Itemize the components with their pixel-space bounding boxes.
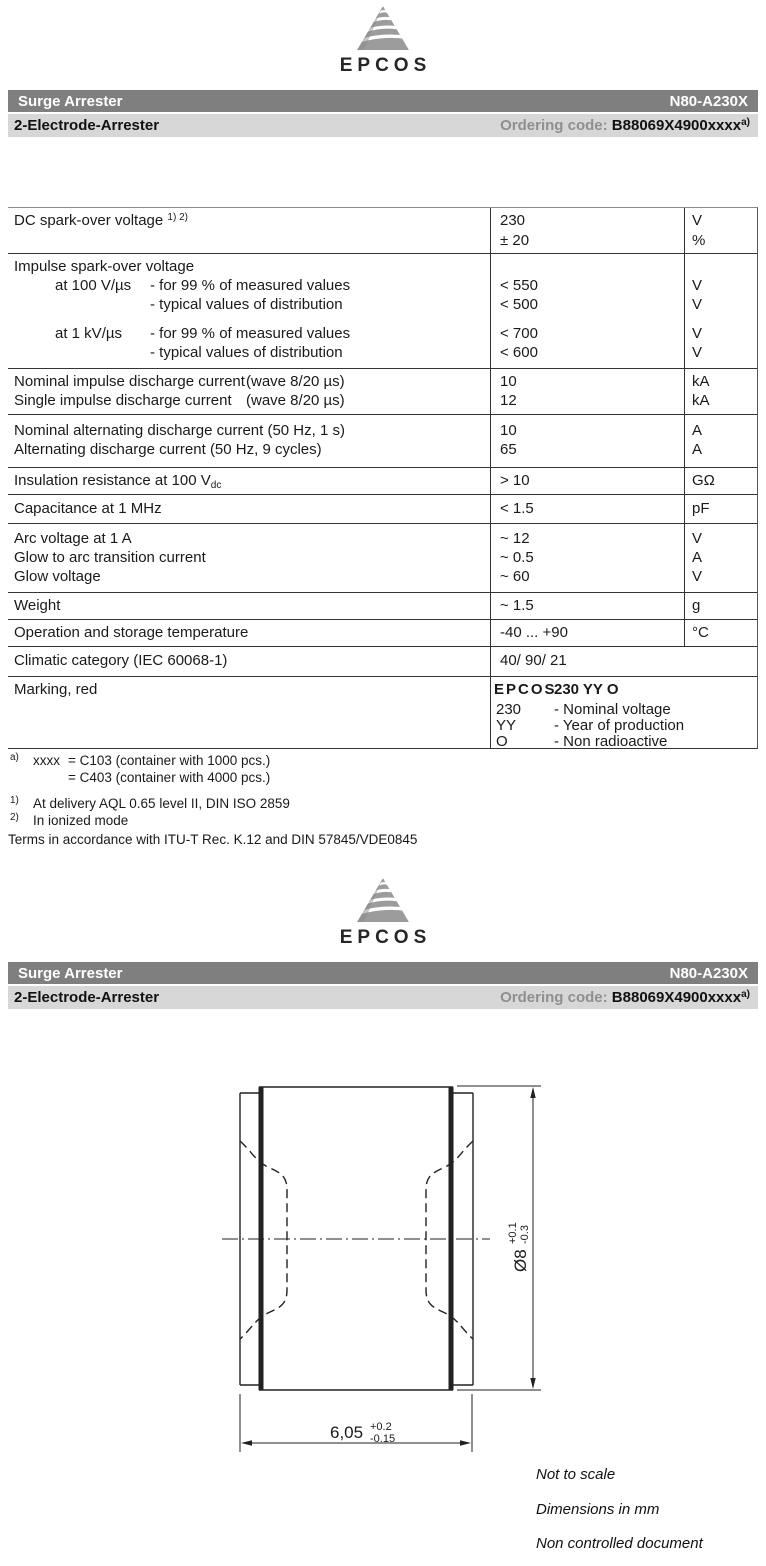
epcos-wordmark: EPCOS bbox=[339, 55, 432, 76]
text-segment: - typical values of distribution bbox=[150, 344, 343, 361]
param-cell bbox=[8, 231, 490, 250]
text-segment: O bbox=[496, 733, 508, 750]
table-row bbox=[8, 529, 757, 548]
param-cell bbox=[8, 623, 490, 642]
table-row bbox=[8, 324, 757, 343]
text-segment: Marking, red bbox=[14, 681, 98, 698]
param-cell bbox=[8, 421, 490, 440]
text-segment: Single impulse discharge current bbox=[14, 392, 232, 409]
text-segment: Alternating discharge current (50 Hz, 9 cycles) bbox=[14, 441, 322, 458]
footnote-1 bbox=[8, 796, 628, 813]
param-cell bbox=[8, 716, 490, 732]
footnote-a-line2 bbox=[8, 770, 628, 787]
unit-cell bbox=[684, 716, 757, 732]
note-not-to-scale: Not to scale bbox=[536, 1466, 616, 1483]
unit-cell: V bbox=[692, 296, 703, 313]
value-cell: ~ 60 bbox=[500, 568, 530, 585]
unit-cell: V bbox=[692, 344, 703, 361]
unit-cell: kA bbox=[692, 373, 710, 390]
footnote-marker: 1) bbox=[10, 795, 19, 806]
title-bar bbox=[8, 90, 758, 112]
epcos-wordmark: EPCOS bbox=[339, 927, 432, 948]
value-cell bbox=[490, 680, 684, 700]
table-row bbox=[8, 548, 757, 567]
value-cell: < 550 bbox=[500, 277, 538, 294]
footnote-marker: 2) bbox=[10, 812, 19, 823]
table-row bbox=[8, 732, 757, 748]
text-segment: 230 bbox=[496, 701, 522, 718]
table-group bbox=[8, 468, 757, 495]
value-cell: 230 bbox=[500, 212, 526, 229]
text-segment: Arc voltage at 1 A bbox=[14, 530, 132, 547]
width-tol-plus: +0.2 bbox=[370, 1421, 392, 1433]
param-cell bbox=[8, 680, 490, 700]
note-dimensions-mm: Dimensions in mm bbox=[536, 1501, 660, 1518]
text-segment: 230 YY O bbox=[554, 681, 619, 698]
value-cell: ~ 1.5 bbox=[500, 597, 534, 614]
unit-cell: % bbox=[692, 232, 706, 249]
param-cell bbox=[8, 211, 490, 232]
table-group bbox=[8, 647, 757, 677]
param-cell bbox=[8, 548, 490, 567]
text-segment: Insulation resistance at 100 V bbox=[14, 472, 211, 489]
param-cell bbox=[8, 295, 490, 314]
param-cell bbox=[8, 732, 490, 748]
value-cell: ~ 12 bbox=[500, 530, 530, 547]
table-group bbox=[8, 677, 757, 748]
unit-cell: V bbox=[692, 568, 703, 585]
table-group bbox=[8, 415, 757, 468]
note-non-controlled: Non controlled document bbox=[536, 1535, 703, 1552]
epcos-logo bbox=[0, 6, 766, 77]
param-cell bbox=[8, 567, 490, 586]
table-row bbox=[8, 700, 757, 716]
width-value: 6,05 bbox=[330, 1423, 364, 1442]
part-number: N80-A230X bbox=[669, 92, 748, 110]
footnote-label: xxxx bbox=[33, 753, 60, 768]
diameter-value: Ø8 bbox=[511, 1249, 530, 1272]
text-segment: - Non radioactive bbox=[554, 733, 668, 750]
value-cell bbox=[490, 257, 684, 276]
param-cell bbox=[8, 276, 490, 295]
ordering-code-label: Ordering code: bbox=[500, 989, 612, 1006]
param-cell bbox=[8, 529, 490, 548]
table-row bbox=[8, 295, 757, 314]
text-segment: - Nominal voltage bbox=[554, 701, 671, 718]
table-row bbox=[8, 276, 757, 295]
epcos-logo-icon bbox=[354, 878, 412, 924]
value-cell: ~ 0.5 bbox=[500, 549, 534, 566]
ordering-code-line bbox=[500, 989, 750, 1006]
text-segment: at 1 kV/µs bbox=[55, 325, 123, 342]
table-group bbox=[8, 495, 757, 524]
footnote-text: = C403 (container with 4000 pcs.) bbox=[68, 770, 271, 785]
value-cell bbox=[490, 732, 684, 748]
spec-table bbox=[8, 207, 758, 749]
param-cell bbox=[8, 343, 490, 362]
param-cell bbox=[8, 651, 490, 670]
unit-cell bbox=[684, 680, 757, 700]
dimension-arrows bbox=[241, 1087, 536, 1446]
product-type: 2-Electrode-Arrester bbox=[14, 117, 160, 134]
param-cell bbox=[8, 700, 490, 716]
unit-cell: g bbox=[692, 597, 701, 614]
epcos-logo-icon bbox=[354, 6, 412, 52]
param-cell bbox=[8, 257, 490, 276]
value-cell: 12 bbox=[500, 392, 517, 409]
text-segment: Capacitance at 1 MHz bbox=[14, 500, 162, 517]
unit-cell bbox=[684, 651, 757, 670]
unit-cell: A bbox=[692, 422, 703, 439]
text-segment: Climatic category (IEC 60068-1) bbox=[14, 652, 228, 669]
footnote-2 bbox=[8, 813, 628, 830]
param-cell bbox=[8, 499, 490, 519]
unit-cell: V bbox=[692, 325, 703, 342]
table-group bbox=[8, 254, 757, 369]
footnote-text: In ionized mode bbox=[33, 813, 129, 828]
param-cell bbox=[8, 471, 490, 492]
text-segment: DC spark-over voltage bbox=[14, 212, 168, 229]
diameter-tol-plus: +0.1 bbox=[507, 1222, 519, 1244]
value-cell: ± 20 bbox=[500, 232, 530, 249]
unit-cell: A bbox=[692, 441, 703, 458]
footnote-text: = C103 (container with 1000 pcs.) bbox=[68, 753, 271, 768]
param-cell bbox=[8, 372, 490, 391]
value-cell bbox=[490, 700, 684, 716]
param-cell bbox=[8, 324, 490, 343]
footnote-a-line1 bbox=[8, 753, 628, 770]
value-cell: > 10 bbox=[500, 472, 530, 489]
param-cell bbox=[8, 596, 490, 615]
table-row bbox=[8, 314, 757, 324]
text-segment: YY bbox=[496, 717, 517, 734]
unit-cell: V bbox=[692, 277, 703, 294]
param-cell bbox=[8, 440, 490, 459]
footnote-text: At delivery AQL 0.65 level II, DIN ISO 2859 bbox=[33, 796, 290, 811]
ordering-code-footnote-marker: a) bbox=[741, 117, 750, 128]
ordering-code-label: Ordering code: bbox=[500, 117, 612, 134]
table-group bbox=[8, 524, 757, 593]
text-segment: Glow to arc transition current bbox=[14, 549, 206, 566]
diameter-label bbox=[507, 1222, 531, 1272]
table-row bbox=[8, 680, 757, 700]
unit-cell bbox=[684, 700, 757, 716]
footnote-marker: a) bbox=[10, 752, 19, 763]
value-cell: < 1.5 bbox=[500, 500, 534, 517]
ordering-code-value: B88069X4900xxxx bbox=[611, 117, 742, 134]
terms-line: Terms in accordance with ITU-T Rec. K.12 and DIN 57845/VDE0845 bbox=[8, 832, 418, 847]
text-segment: Nominal alternating discharge current (50 Hz, 1 s) bbox=[14, 422, 345, 439]
table-row bbox=[8, 211, 757, 231]
ordering-code-footnote-marker: a) bbox=[741, 989, 750, 1000]
width-label bbox=[330, 1421, 395, 1445]
table-row bbox=[8, 623, 757, 642]
text-segment: - for 99 % of measured values bbox=[150, 325, 351, 342]
param-cell bbox=[8, 314, 490, 324]
unit-cell: A bbox=[692, 549, 703, 566]
unit-cell: V bbox=[692, 530, 703, 547]
unit-cell: GΩ bbox=[692, 472, 715, 489]
ordering-code-value: B88069X4900xxxx bbox=[611, 989, 742, 1006]
value-cell: < 500 bbox=[500, 296, 538, 313]
table-group bbox=[8, 369, 757, 415]
unit-cell bbox=[684, 257, 757, 276]
value-cell: < 700 bbox=[500, 325, 538, 342]
unit-cell bbox=[684, 314, 757, 324]
table-group bbox=[8, 620, 757, 647]
value-cell: 65 bbox=[500, 441, 517, 458]
value-cell: -40 ... +90 bbox=[500, 624, 568, 641]
title-bar bbox=[8, 962, 758, 984]
text-segment: (wave 8/20 µs) bbox=[246, 373, 345, 390]
text-segment: Impulse spark-over voltage bbox=[14, 258, 195, 275]
diameter-tol-minus: -0.3 bbox=[519, 1225, 531, 1244]
table-row bbox=[8, 499, 757, 519]
text-segment: 1) 2) bbox=[167, 212, 188, 223]
text-segment: Nominal impulse discharge current bbox=[14, 373, 245, 390]
text-segment: (wave 8/20 µs) bbox=[246, 392, 345, 409]
text-segment: at 100 V/µs bbox=[55, 277, 132, 294]
value-cell bbox=[490, 716, 684, 732]
table-row bbox=[8, 257, 757, 276]
unit-cell: pF bbox=[692, 500, 710, 517]
epcos-logo bbox=[0, 878, 766, 949]
table-row bbox=[8, 372, 757, 391]
text-segment: - Year of production bbox=[554, 717, 685, 734]
value-cell: 10 bbox=[500, 373, 517, 390]
table-group bbox=[8, 208, 757, 254]
table-group bbox=[8, 593, 757, 620]
text-segment: Operation and storage temperature bbox=[14, 624, 249, 641]
table-row bbox=[8, 596, 757, 615]
doc-category: Surge Arrester bbox=[18, 92, 123, 110]
table-row bbox=[8, 567, 757, 586]
unit-cell: V bbox=[692, 212, 703, 229]
subtitle-bar bbox=[8, 114, 758, 137]
doc-category: Surge Arrester bbox=[18, 964, 123, 982]
unit-cell: kA bbox=[692, 392, 710, 409]
value-cell: 10 bbox=[500, 422, 517, 439]
table-row bbox=[8, 651, 757, 670]
dimension-drawing bbox=[180, 1060, 600, 1470]
subtitle-bar bbox=[8, 986, 758, 1009]
text-segment: Weight bbox=[14, 597, 61, 614]
value-cell bbox=[490, 314, 684, 324]
text-segment: - typical values of distribution bbox=[150, 296, 343, 313]
part-number: N80-A230X bbox=[669, 964, 748, 982]
text-segment: dc bbox=[210, 480, 222, 491]
table-row bbox=[8, 231, 757, 250]
product-type: 2-Electrode-Arrester bbox=[14, 989, 160, 1006]
width-tol-minus: -0.15 bbox=[370, 1433, 396, 1445]
table-row bbox=[8, 716, 757, 732]
text-segment: EPCOS bbox=[494, 681, 557, 698]
text-segment: - for 99 % of measured values bbox=[150, 277, 351, 294]
ordering-code-line bbox=[500, 117, 750, 134]
value-cell: < 600 bbox=[500, 344, 538, 361]
table-row bbox=[8, 343, 757, 362]
table-row bbox=[8, 471, 757, 491]
table-row bbox=[8, 421, 757, 440]
unit-cell bbox=[684, 732, 757, 748]
table-row bbox=[8, 440, 757, 459]
value-cell: 40/ 90/ 21 bbox=[500, 652, 567, 669]
text-segment: Glow voltage bbox=[14, 568, 101, 585]
unit-cell: °C bbox=[692, 624, 709, 641]
footnotes bbox=[8, 753, 628, 849]
table-row bbox=[8, 391, 757, 410]
param-cell bbox=[8, 391, 490, 410]
